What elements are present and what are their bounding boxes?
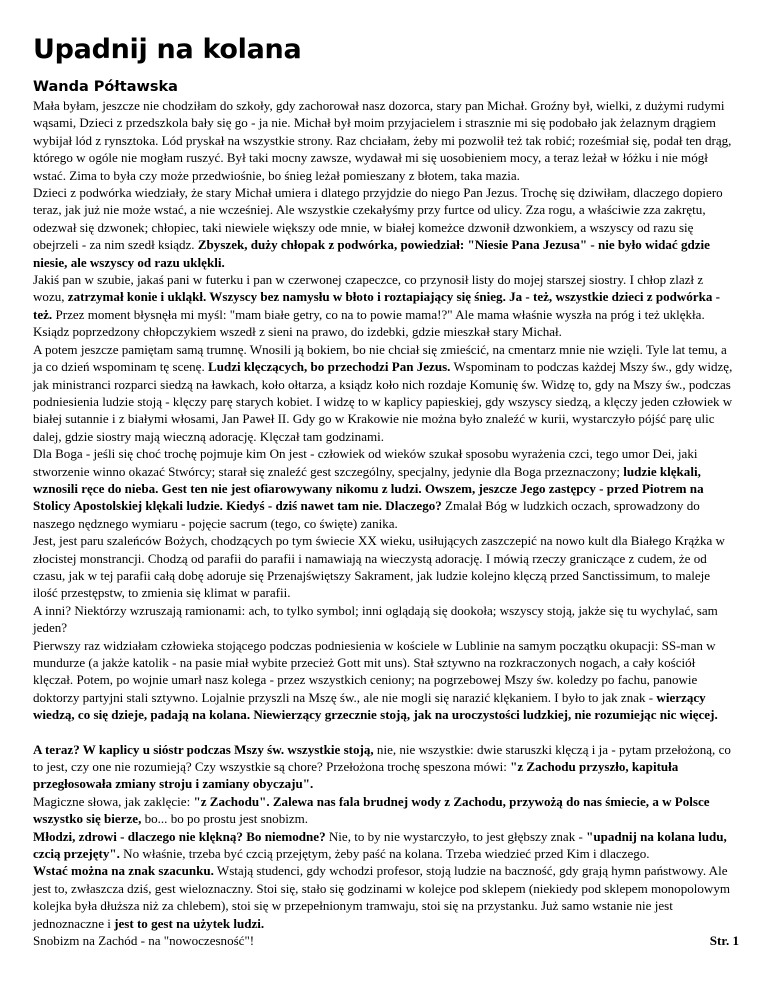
paragraph xyxy=(33,637,737,724)
paragraph xyxy=(33,323,737,340)
article-body xyxy=(33,97,737,932)
paragraph xyxy=(33,97,737,184)
paragraph xyxy=(33,828,737,863)
paragraph xyxy=(33,271,737,323)
text-run: Zmalał Bóg w ludzkich oczach, sprowadzony do naszego nędznego wymiaru - pojęcie sacrum (tego, co święte) zanika. xyxy=(33,498,700,531)
text-run: Pierwszy raz widziałam człowieka stojącego podczas podniesienia w kościele w Lublinie na samym początku okupacji: SS-man w mundurze (a jakże katolik - na pasie miał wybite przecież Gott mit uns). Stał sztywno na rozkraczonych nogach, a cały kościół klęczał. Potem, po wojnie umarł nasz kolega - przez wszystkich ceniony; na pogrzebowej Mszy św. koledzy po fachu, panowie doktorzy partyjni stali sztywno. Lojalnie przyszli na Mszę św., ale nie mogli się narazić klękaniem. I było to jak znak - xyxy=(33,637,716,705)
page-footer xyxy=(33,932,737,949)
text-run: Ksiądz poprzedzony chłopczykiem wszedł z sieni na prawo, do izdebki, gdzie mieszkał stary Michał. xyxy=(33,324,562,340)
bold-text: "upadnij na kolana ludu, czcią przejęty". xyxy=(33,828,727,862)
closing-line: Snobizm na Zachód - na "nowoczesność"! xyxy=(33,933,255,949)
bold-text: ludzie klękali, wznosili ręce do nieba. Gest ten nie jest ofiarowywany nikomu z ludzi. Owszem, jeszcze Jego zastępcy - przed Piotrem na Stolicy Apostolskiej klękali ludzie. Kiedyś - dziś nawet tam nie. Dlaczego? xyxy=(33,463,704,514)
bold-text: wierzący wiedzą, co się dzieje, padają na kolana. Niewierzący grzecznie stoją, jak na uroczystości ludzkiej, nie rozumiejąc nic więcej. xyxy=(33,689,718,723)
text-run: Mała byłam, jeszcze nie chodziłam do szkoły, gdy zachorował nasz dozorca, stary pan Michał. Groźny był, wielki, z dużymi rudymi wąsami, Dzieci z przedszkola bały się go - ja nie. Michał był moim przyjacielem i strasznie mi się podobało jak żelaznym drągiem wybijał lód z rynsztoka. Lód pryskał na wszystkie strony. Raz chciałam, żeby mi pozwolił też tak robić; roześmiał się, podał ten drąg, którego w ogóle nie mogłam ruszyć. Był taki mocny zawsze, wydawał mi się uosobieniem mocy, a teraz leżał w łóżku i nie mógł wstać. Zima to była czy może przedwiośnie, bo śnieg leżał pomieszany z błotem, taka mazia. xyxy=(33,98,732,183)
bold-text: Ludzi klęczących, bo przechodzi Pan Jezus. xyxy=(208,359,451,375)
paragraph xyxy=(33,602,737,637)
text-run: A potem jeszcze pamiętam samą trumnę. Wnosili ją bokiem, bo nie chciał się zmieścić, na cmentarz mnie nie wzięli. Tyle lat temu, a ja co dzień wspominam tę scenę. xyxy=(33,341,727,375)
bold-text: Młodzi, zdrowi - dlaczego nie klękną? Bo niemodne? xyxy=(33,828,326,844)
text-run: Dzieci z podwórka wiedziały, że stary Michał umiera i dlatego przyjdzie do niego Pan Jezus. Trochę się dziwiłam, dlaczego dopiero teraz, jak już nie może wstać, a nie wcześniej. Ale wszystkie czekałyśmy przy furtce od ulicy. Zza rogu, a właściwie zza zakrętu, odezwał się dzwonek; chłopiec, taki niewiele większy ode mnie, w białej komeżce dzwonił dzwonkiem, a wszyscy od razu się obejrzeli - za nim szedł ksiądz. xyxy=(33,185,723,253)
paragraph xyxy=(33,862,737,932)
text-run: Wstają studenci, gdy wchodzi profesor, stoją ludzie na baczność, gdy grają hymn państwowy. Ale jest to, zwłaszcza dziś, gest wieloznaczny. Stoi się, stało się godzinami w kolejce pod sklepem (niekiedy pod sklepem monopolowym kolejka była dłuższa niż za chlebem), stoi się w przepełnionym tramwaju, stoi się na przystanku. Już samo wstanie nie jest jednoznaczne i xyxy=(33,863,730,931)
paragraph xyxy=(33,184,737,271)
text-run: Jest, jest paru szaleńców Bożych, chodzących po tym świecie XX wieku, usiłujących zaszczepić na nowo kult dla Białego Krążka w złocistej monstrancji. Chodzą od parafii do parafii i namawiają na wieczystą adorację. I mówią rzeczy graniczące z cudem, że od czasu, jak w tej parafii całą dobę adoruje się Przenajświętszy Sakrament, jak ludzie kolejno klęczą przed Sanctissimum, to maleje ilość przestępstw, to zmienia się klimat w parafii. xyxy=(33,533,725,601)
bold-text: A teraz? W kaplicy u sióstr podczas Mszy św. wszystkie stoją, xyxy=(33,741,374,757)
bold-text: "z Zachodu przyszło, kapituła przegłosowała zmiany stroju i zamiany obyczaju". xyxy=(33,759,679,792)
paragraph xyxy=(33,793,737,828)
text-run: Wspominam to podczas każdej Mszy św., gdy widzę, jak ministranci rozparci siedzą na ławkach, koło ołtarza, a ksiądz koło nich rozdaje Komunię św. Widzę to, gdy na Mszy św., podczas podniesienia ludzie stoją - klęczy parę starych kobiet. I widzę to w kaplicy papieskiej, gdy wszyscy siedzą, a klęczy jeden człowiek w białej sutannie i z białymi włosami, Jan Paweł II. Gdy go w Krakowie nie można było znaleźć w kurii, wystarczyło pójść parę ulic dalej, gdzie siostry mają wieczną adorację. Klęczał tam godzinami. xyxy=(33,359,733,444)
document-page xyxy=(33,34,737,950)
page-title: Upadnij na kolana xyxy=(33,34,302,65)
text-run: Dla Boga - jeśli się choć trochę pojmuje kim On jest - człowiek od wieków szukał sposobu wyrażenia czci, tego umor Dei, jaki stworzenie winno okazać Stwórcy; starał się znaleźć gest szczególny, specjalny, jedynie dla Boga przeznaczony; xyxy=(33,446,698,479)
page-number: Str. 1 xyxy=(709,933,739,949)
text-run: Przez moment błysnęła mi myśl: "mam białe getry, co na to powie mama!?" Ale mama właśnie wyszła na próg i też uklękła. xyxy=(52,306,705,322)
paragraph xyxy=(33,532,737,602)
text-run: A inni? Niektórzy wzruszają ramionami: ach, to tylko symbol; inni oglądają się dookoła; wszyscy stoją, jakże się tu wychylać, sam jeden? xyxy=(33,602,718,636)
bold-text: zatrzymał konie i ukląkł. Wszyscy bez namysłu w błoto i roztapiający się śnieg. Ja - też, wszystkie dzieci z podwórka - też. xyxy=(33,289,720,322)
text-run: No właśnie, trzeba być czcią przejętym, żeby paść na kolana. Trzeba wiedzieć przed Kim i dlaczego. xyxy=(119,846,650,862)
text-run: Nie, to by nie wystarczyło, to jest głębszy znak - xyxy=(325,828,587,844)
paragraph xyxy=(33,341,737,445)
bold-text: "z Zachodu". Zalewa nas fala brudnej wody z Zachodu, przywożą do nas śmiecie, a w Polsce wszystko się bierze, xyxy=(33,793,710,827)
bold-text: Zbyszek, duży chłopak z podwórka, powiedział: "Niesie Pana Jezusa" - nie było widać gdzie niesie, ale wszyscy od razu uklękli. xyxy=(33,237,710,270)
paragraph xyxy=(33,445,737,532)
author-name: Wanda Półtawska xyxy=(33,79,178,95)
bold-text: jest to gest na użytek ludzi. xyxy=(114,915,265,931)
text-run: Magiczne słowa, jak zaklęcie: xyxy=(33,793,194,809)
text-run: nie, nie wszystkie: dwie staruszki klęczą i ja - pytam przełożoną, co to jest, czy one nie rozumieją? Czy wszystkie są chore? Przełożona trochę speszona mówi: xyxy=(33,741,731,775)
paragraph xyxy=(33,741,737,793)
text-run: bo... bo po prostu jest snobizm. xyxy=(141,811,309,827)
bold-text: Wstać można na znak szacunku. xyxy=(33,863,214,879)
text-run: Jakiś pan w szubie, jakaś pani w futerku i pan w czerwonej czapeczce, co przynosił listy do mojej starszej siostry. I chłop zlazł z wozu, xyxy=(33,272,704,305)
